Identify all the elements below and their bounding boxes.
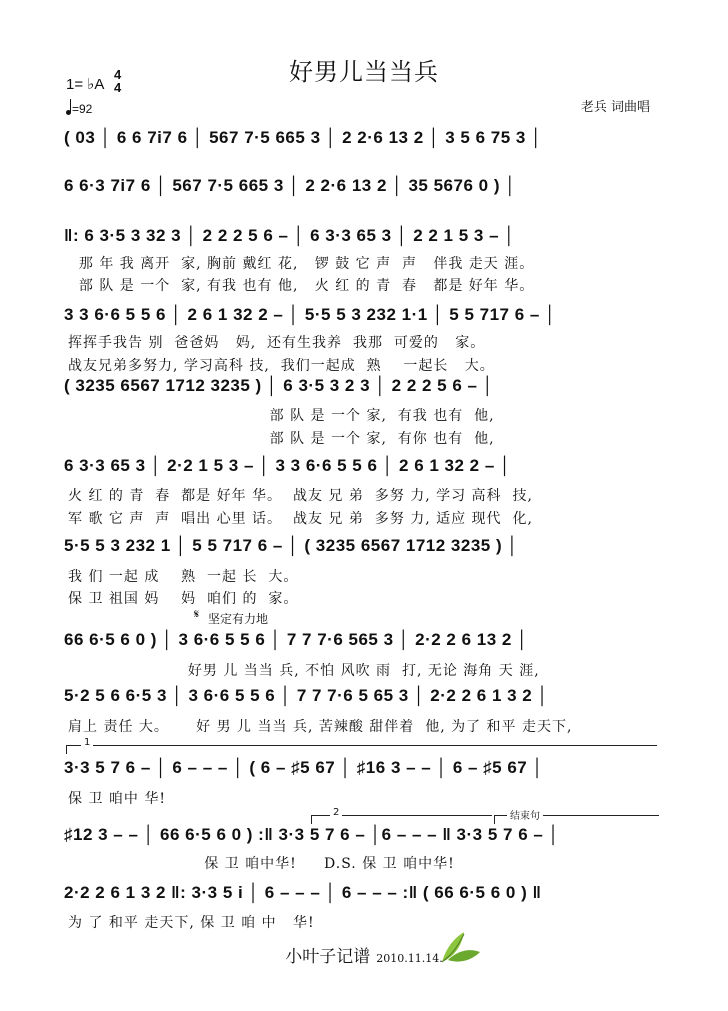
lyric-line: 战友兄弟多努力, 学习高科 技, 我们一起成 熟 一起长 大。 (68, 358, 495, 374)
tempo-marking (66, 100, 92, 116)
lyric-line: 肩上 责任 大。 好 男 儿 当当 兵, 苦辣酸 甜伴着 他, 为了 和平 走天下, (68, 719, 573, 735)
score-row-9: 5·2 5 6 6·5 3 │ 3 6·6 5 5 6 │ 7 7 7·6 5 65 3 │ 2·2 2 6 1 3 2 │ (64, 686, 549, 705)
score-row-4: 3 3 6·6 5 5 6 │ 2 6 1 32 2 – │ 5·5 5 3 232 1·1 │ 5 5 717 6 – │ (64, 305, 557, 324)
lyric-line: 部 队 是 一个 家, 有我 也有 他, (68, 408, 495, 424)
segno-sign: 𝄋 (194, 607, 200, 621)
lyric-line: 挥挥手我告 别 爸爸妈 妈, 还有生我养 我那 可爱的 家。 (68, 335, 486, 351)
lyric-line: 部 队 是 一个 家, 有我 也有 他, 火 红 的 青 春 都是 好年 华。 (68, 278, 535, 294)
score-row-2: 6 6·3 7i7 6 │ 567 7·5 665 3 │ 2 2·6 13 2 │ 35 5676 0 ) │ (64, 176, 517, 195)
transcriber-signature (0, 942, 728, 967)
signature-date: 2010.11.14. (376, 952, 443, 965)
tempo-value: =92 (72, 102, 93, 116)
lyric-line: 我 们 一起 成 熟 一起 长 大。 (68, 569, 299, 585)
score-row-11: ♯12 3 – – │ 66 6·5 6 0 ) :‖ 3·3 5 7 6 – │6 – – – ‖ 3·3 5 7 6 – │ (64, 825, 560, 844)
credits: 老兵 词曲唱 (580, 100, 650, 115)
lyric-line: 保 卫 祖国 妈 妈 咱们 的 家。 (68, 591, 299, 607)
score-row-1: ( 03 │ 6 6 7i7 6 │ 567 7·5 665 3 │ 2 2·6 13 2 │ 3 5 6 75 3 │ (64, 128, 543, 147)
leaf-icon (438, 930, 482, 966)
lyric-line: 那 年 我 离开 家, 胸前 戴红 花, 锣 鼓 它 声 声 伴我 走天 涯。 (68, 256, 535, 272)
score-row-10: 3·3 5 7 6 – │ 6 – – – │ ( 6 – ♯5 67 │ ♯16 3 – – │ 6 – ♯5 67 │ (64, 758, 544, 777)
score-row-12: 2·2 2 6 1 3 2 ‖: 3·3 5 i │ 6 – – – │ 6 – – – :‖ ( 66 6·5 6 0 ) ‖ (64, 883, 542, 902)
lyric-line: 部 队 是 一个 家, 有你 也有 他, (68, 431, 495, 447)
score-row-7: 5·5 5 3 232 1 │ 5 5 717 6 – │ ( 3235 6567 1712 3235 ) │ (64, 536, 519, 555)
time-signature (114, 68, 121, 94)
expression-marking: 坚定有力地 (208, 612, 269, 626)
lyric-line: 为 了 和平 走天下, 保 卫 咱 中 华! (68, 915, 315, 931)
score-row-5: ( 3235 6567 1712 3235 ) │ 6 3·5 3 2 3 │ 2 2 2 5 6 – │ (64, 376, 494, 395)
note-stem (70, 99, 71, 112)
key-signature: 1= ♭A (66, 76, 105, 93)
lyric-line: 军 歌 它 声 声 唱出 心里 话。 战友 兄 弟 多努 力, 适应 现代 化, (68, 511, 533, 527)
signature-text: 小叶子记谱 (285, 947, 371, 967)
score-row-8: 66 6·5 6 0 ) │ 3 6·6 5 5 6 │ 7 7 7·6 565 3 │ 2·2 2 6 13 2 │ (64, 630, 529, 649)
score-row-6: 6 3·3 65 3 │ 2·2 1 5 3 – │ 3 3 6·6 5 5 6 │ 2 6 1 32 2 – │ (64, 456, 512, 475)
song-title: 好男儿当当兵 (289, 58, 439, 86)
lyric-line: 保 卫 咱中 华! (68, 791, 166, 807)
ending-bracket: 结束句 (494, 815, 659, 824)
score-row-3: ‖: 6 3·5 3 32 3 │ 2 2 2 5 6 – │ 6 3·3 65 3 │ 2 2 1 5 3 – │ (64, 226, 516, 245)
lyric-line: 保 卫 咱中华! D.S. 保 卫 咱中华! (68, 856, 455, 872)
time-signature-bottom: 4 (114, 80, 122, 95)
lyric-line: 好男 儿 当当 兵, 不怕 风吹 雨 打, 无论 海角 天 涯, (68, 663, 540, 679)
time-signature-top: 4 (114, 67, 122, 82)
lyric-line: 火 红 的 青 春 都是 好年 华。 战友 兄 弟 多努 力, 学习 高科 技, (68, 488, 533, 504)
volta-bracket-2: 2 (311, 815, 492, 824)
volta-bracket-1: 1 (66, 745, 657, 754)
